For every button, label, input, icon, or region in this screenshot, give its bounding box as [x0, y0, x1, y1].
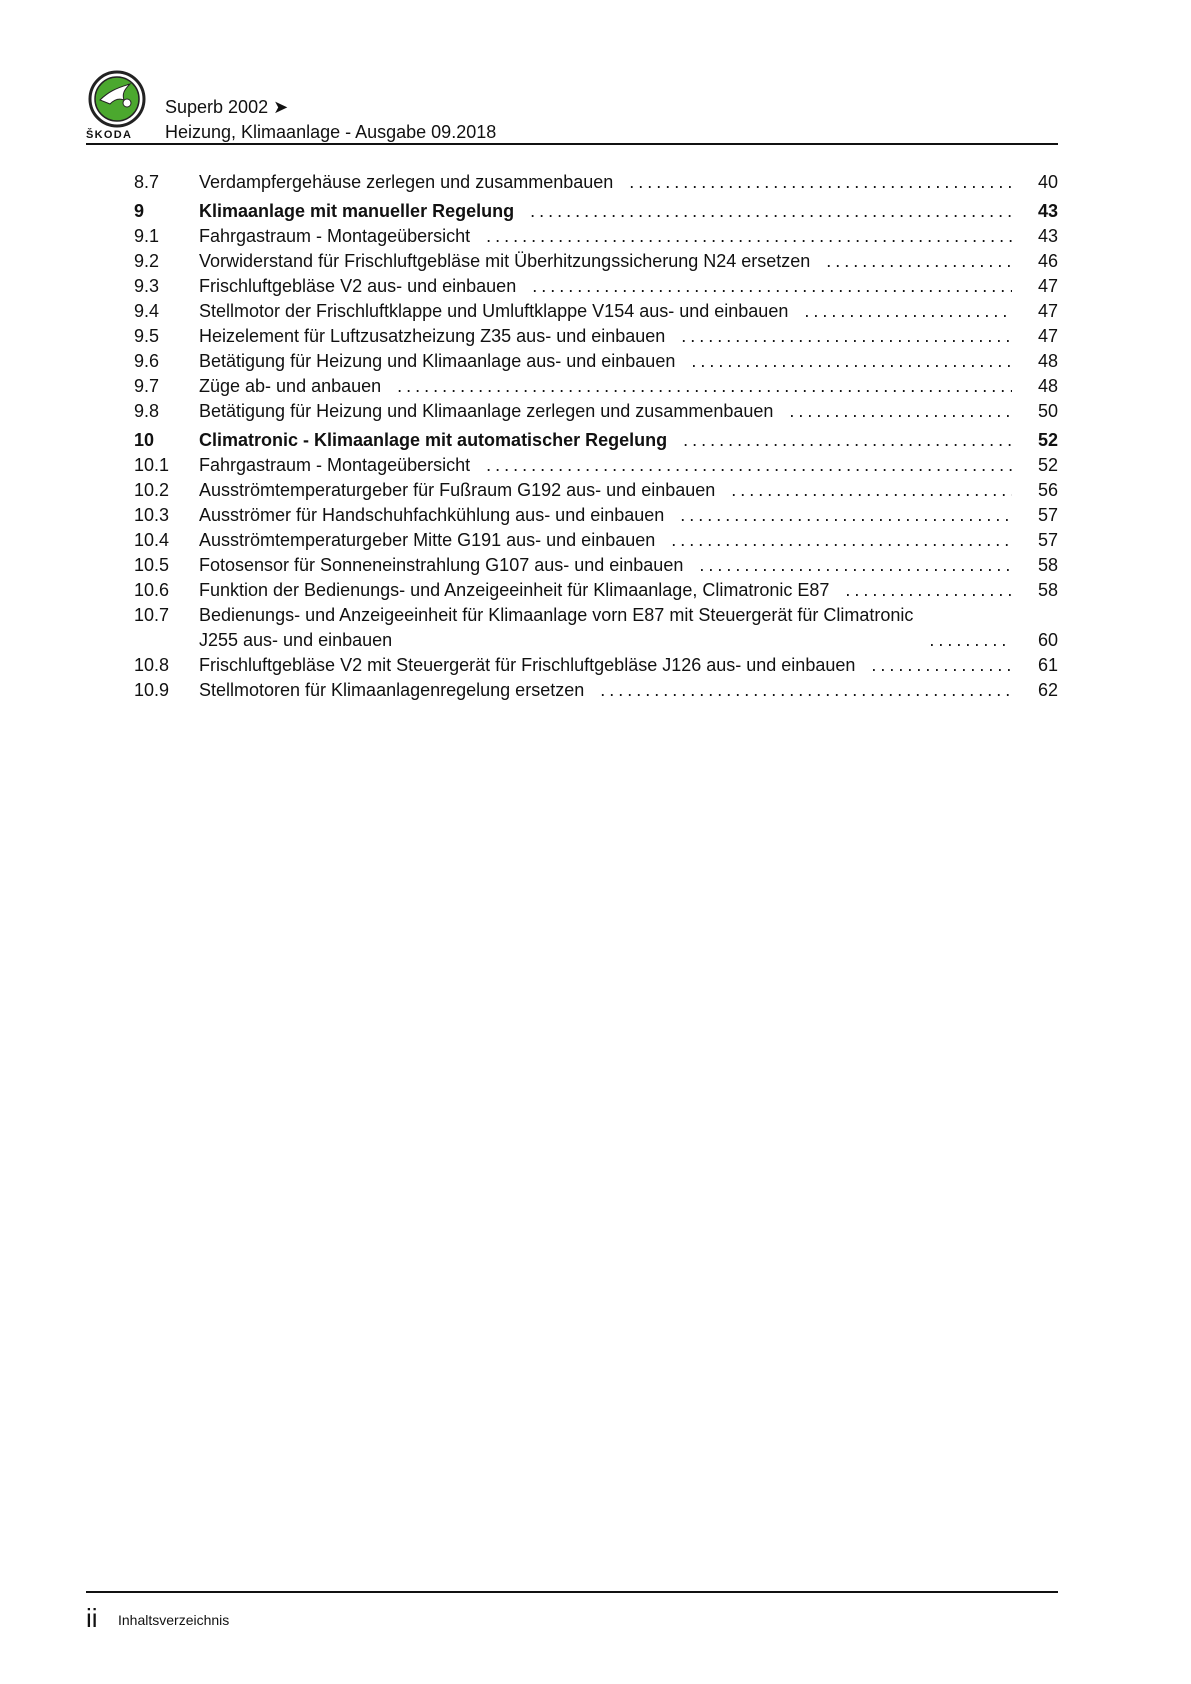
toc-entry[interactable]	[134, 224, 1058, 249]
toc-entry-number: 9.5	[134, 326, 160, 346]
toc-entry-title: Klimaanlage mit manueller Regelung	[199, 201, 515, 221]
toc-entry-number: 10.4	[134, 530, 170, 550]
table-of-contents	[134, 170, 1058, 703]
toc-entry-title-col	[199, 428, 1018, 453]
toc-leader-dots	[600, 678, 1012, 703]
toc-leader-dots	[691, 349, 1012, 374]
toc-entry-title-col	[199, 603, 1018, 653]
toc-entry[interactable]	[134, 274, 1058, 299]
document-subtitle: Heizung, Klimaanlage - Ausgabe 09.2018	[165, 122, 497, 142]
toc-entry-title: Ausströmer für Handschuhfachkühlung aus- und einbauen	[199, 505, 665, 525]
toc-entry-number: 10.7	[134, 605, 170, 625]
toc-entry-title-col	[199, 453, 1018, 478]
toc-entry-title: Funktion der Bedienungs- und Anzeigeeinheit für Klimaanlage, Climatronic E87	[199, 580, 830, 600]
toc-entry[interactable]	[134, 374, 1058, 399]
toc-entry-title-col	[199, 578, 1018, 603]
toc-leader-dots	[397, 374, 1012, 399]
toc-chapter-entry[interactable]	[134, 199, 1058, 224]
toc-entry[interactable]	[134, 553, 1058, 578]
toc-entry-number: 9.3	[134, 276, 160, 296]
toc-entry-title: Betätigung für Heizung und Klimaanlage aus- und einbauen	[199, 351, 676, 371]
toc-entry-title-col	[199, 528, 1018, 553]
toc-entry-page: 48	[1037, 351, 1058, 371]
toc-entry-title: Züge ab- und anbauen	[199, 376, 382, 396]
brand-wordmark: ŠKODA	[86, 129, 133, 141]
toc-entry-number: 10.5	[134, 555, 170, 575]
toc-entry-title-col	[199, 170, 1018, 195]
toc-entry[interactable]	[134, 453, 1058, 478]
toc-entry[interactable]	[134, 503, 1058, 528]
footer-rule	[86, 1591, 1058, 1593]
toc-leader-dots	[699, 553, 1012, 578]
toc-leader-dots	[929, 628, 1012, 653]
toc-entry-title: Vorwiderstand für Frischluftgebläse mit Überhitzungssicherung N24 ersetzen	[199, 251, 811, 271]
toc-leader-dots	[486, 453, 1012, 478]
toc-entry-number: 9.1	[134, 226, 160, 246]
page-header	[86, 70, 1058, 146]
toc-entry-page: 50	[1037, 401, 1058, 421]
toc-entry-title: Stellmotoren für Klimaanlagenregelung ersetzen	[199, 680, 585, 700]
toc-entry-number: 10.2	[134, 480, 170, 500]
toc-entry-page: 52	[1037, 430, 1058, 450]
toc-entry-title: Ausströmtemperaturgeber Mitte G191 aus- und einbauen	[199, 530, 656, 550]
toc-leader-dots	[681, 324, 1012, 349]
footer-page-number: ii	[86, 1603, 98, 1633]
toc-leader-dots	[486, 224, 1012, 249]
skoda-logo-icon	[86, 70, 148, 130]
toc-entry-title: Frischluftgebläse V2 mit Steuergerät für Frischluftgebläse J126 aus- und einbauen	[199, 655, 856, 675]
toc-entry-number: 9.4	[134, 301, 160, 321]
toc-entry-number: 10.6	[134, 580, 170, 600]
toc-entry-number: 9.6	[134, 351, 160, 371]
toc-entry-page: 52	[1037, 455, 1058, 475]
toc-entry-number: 9.2	[134, 251, 160, 271]
toc-entry-title-col	[199, 653, 1018, 678]
toc-leader-dots	[845, 578, 1012, 603]
toc-leader-dots	[804, 299, 1012, 324]
toc-entry[interactable]	[134, 678, 1058, 703]
toc-entry-page: 47	[1037, 301, 1058, 321]
toc-entry[interactable]	[134, 249, 1058, 274]
toc-entry-title-col	[199, 374, 1018, 399]
toc-entry[interactable]	[134, 578, 1058, 603]
toc-entry-page: 56	[1037, 480, 1058, 500]
toc-entry-number: 10.9	[134, 680, 170, 700]
toc-leader-dots	[731, 478, 1012, 503]
toc-leader-dots	[532, 274, 1012, 299]
toc-leader-dots	[683, 428, 1012, 453]
toc-entry-page: 43	[1037, 201, 1058, 221]
toc-entry[interactable]	[134, 324, 1058, 349]
toc-entry-title: Fotosensor für Sonneneinstrahlung G107 aus- und einbauen	[199, 555, 684, 575]
toc-entry-page: 43	[1037, 226, 1058, 246]
toc-entry-title: Betätigung für Heizung und Klimaanlage zerlegen und zusammenbauen	[199, 401, 774, 421]
toc-entry-page: 61	[1037, 655, 1058, 675]
toc-entry-title-col	[199, 399, 1018, 424]
toc-entry-page: 47	[1037, 276, 1058, 296]
toc-leader-dots	[871, 653, 1012, 678]
header-rule	[86, 143, 1058, 145]
toc-entry-title: Fahrgastraum - Montageübersicht	[199, 226, 471, 246]
toc-entry[interactable]	[134, 478, 1058, 503]
toc-entry[interactable]	[134, 299, 1058, 324]
toc-entry-page: 58	[1037, 580, 1058, 600]
toc-entry[interactable]	[134, 349, 1058, 374]
toc-entry-page: 48	[1037, 376, 1058, 396]
toc-entry-number: 9.7	[134, 376, 160, 396]
toc-leader-dots	[530, 199, 1012, 224]
toc-entry-title-col	[199, 299, 1018, 324]
toc-entry-title-col	[199, 349, 1018, 374]
toc-entry-title-col	[199, 324, 1018, 349]
toc-entry[interactable]	[134, 653, 1058, 678]
toc-entry-title: Bedienungs- und Anzeigeeinheit für Klimaanlage vorn E87 mit Steuergerät für Climatronic J255 aus- und einbauen	[199, 605, 914, 650]
toc-leader-dots	[671, 528, 1012, 553]
document-model-title: Superb 2002 ➤	[165, 97, 289, 117]
toc-entry-number: 8.7	[134, 172, 160, 192]
toc-entry-number: 10.1	[134, 455, 170, 475]
toc-entry-title-col	[199, 678, 1018, 703]
toc-entry-title: Verdampfergehäuse zerlegen und zusammenbauen	[199, 172, 614, 192]
toc-entry-number: 10.3	[134, 505, 170, 525]
toc-entry-title-col	[199, 249, 1018, 274]
footer-section-title: Inhaltsverzeichnis	[118, 1612, 230, 1628]
toc-entry[interactable]	[134, 603, 1058, 653]
toc-entry-title: Stellmotor der Frischluftklappe und Umluftklappe V154 aus- und einbauen	[199, 301, 789, 321]
toc-entry-title: Fahrgastraum - Montageübersicht	[199, 455, 471, 475]
toc-entry-page: 57	[1037, 505, 1058, 525]
toc-leader-dots	[629, 170, 1012, 195]
toc-entry-title-col	[199, 224, 1018, 249]
toc-entry[interactable]	[134, 528, 1058, 553]
toc-entry-title: Heizelement für Luftzusatzheizung Z35 aus- und einbauen	[199, 326, 666, 346]
toc-entry-page: 62	[1037, 680, 1058, 700]
toc-entry-number: 10.8	[134, 655, 170, 675]
toc-entry-title-col	[199, 553, 1018, 578]
toc-entry-title: Ausströmtemperaturgeber für Fußraum G192 aus- und einbauen	[199, 480, 716, 500]
toc-entry-title-col	[199, 274, 1018, 299]
toc-entry-title: Frischluftgebläse V2 aus- und einbauen	[199, 276, 517, 296]
toc-entry-page: 46	[1037, 251, 1058, 271]
toc-entry-page: 57	[1037, 530, 1058, 550]
toc-leader-dots	[789, 399, 1012, 424]
toc-entry-title: Climatronic - Klimaanlage mit automatischer Regelung	[199, 430, 668, 450]
toc-entry-number: 9	[134, 201, 145, 221]
toc-leader-dots	[680, 503, 1012, 528]
toc-entry-title-col	[199, 199, 1018, 224]
toc-chapter-entry[interactable]	[134, 428, 1058, 453]
toc-entry-title-col	[199, 478, 1018, 503]
toc-entry-title-col	[199, 503, 1018, 528]
toc-entry-page: 60	[1037, 630, 1058, 650]
toc-entry-page: 58	[1037, 555, 1058, 575]
toc-entry-page: 40	[1037, 172, 1058, 192]
toc-entry[interactable]	[134, 170, 1058, 195]
toc-leader-dots	[826, 249, 1012, 274]
toc-entry-page: 47	[1037, 326, 1058, 346]
toc-entry[interactable]	[134, 399, 1058, 424]
toc-entry-number: 10	[134, 430, 155, 450]
toc-entry-number: 9.8	[134, 401, 160, 421]
